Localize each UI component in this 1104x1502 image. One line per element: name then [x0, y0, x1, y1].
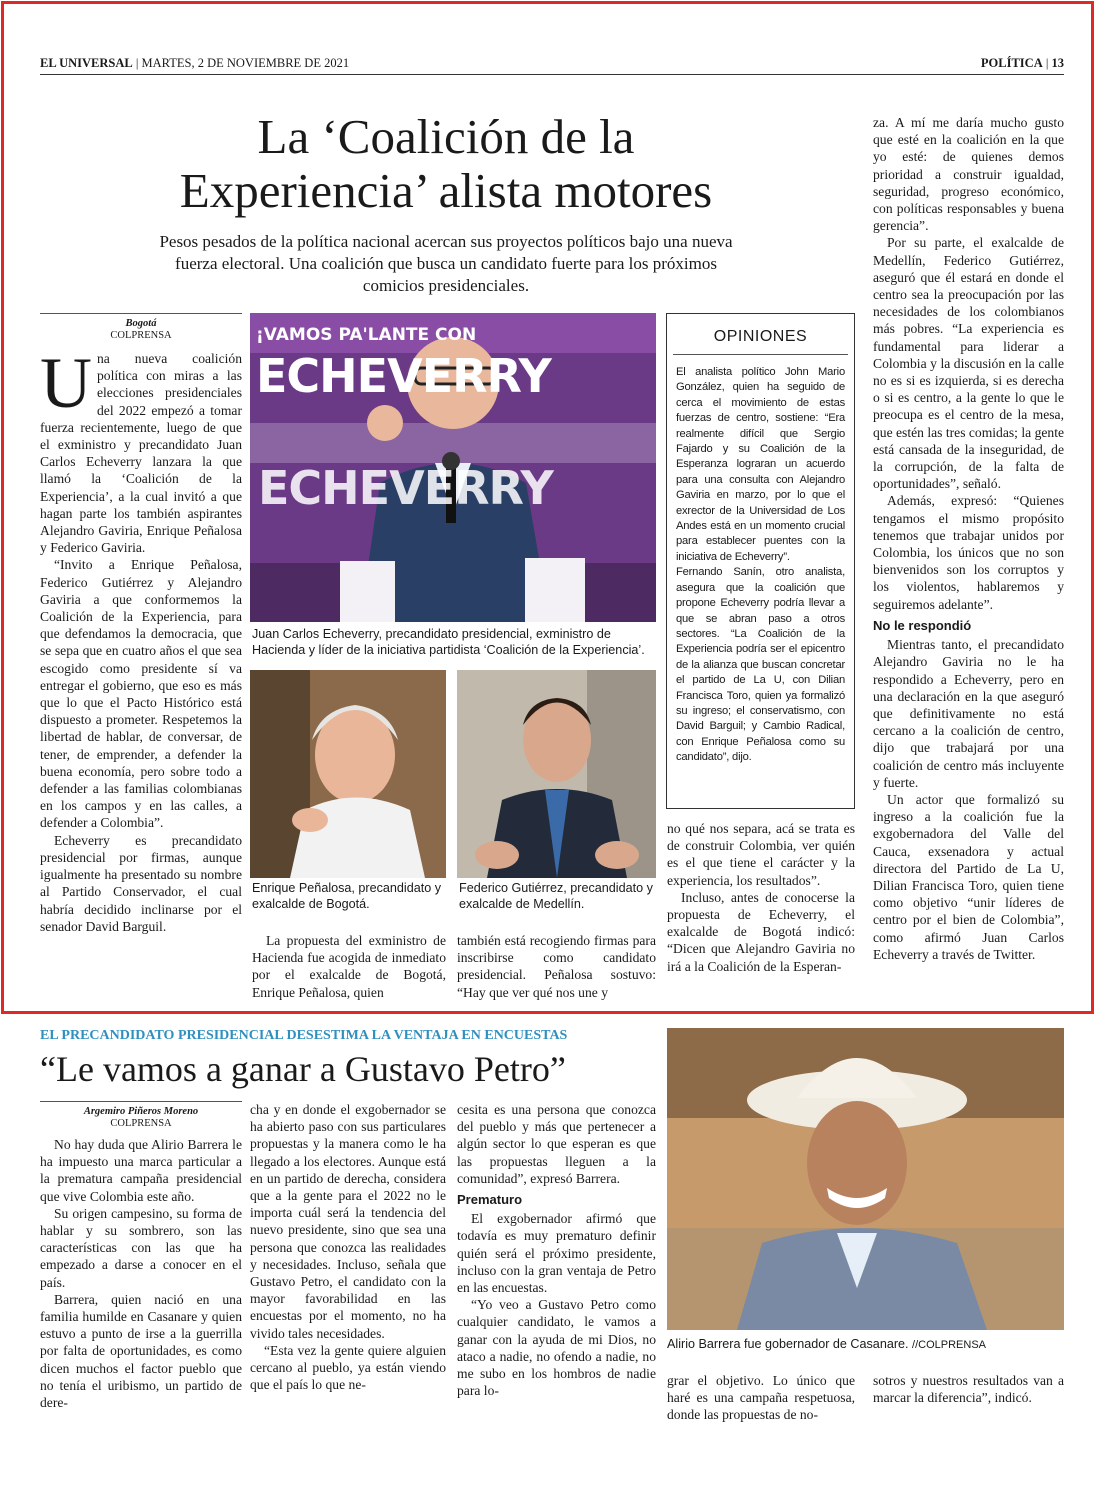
- paragraph: Echeverry es precandidato presidencial por firmas, aunque igualmente ha presentado su nombre al Partido Conservador, el cual habría decidido inclinarse por el senador David Barguil.: [40, 832, 242, 934]
- page-number: 13: [1051, 56, 1064, 70]
- page-header-left: EL UNIVERSAL | MARTES, 2 DE NOVIEMBRE DE 2021: [40, 56, 350, 70]
- page-header-right: POLÍTICA | 13: [980, 56, 1064, 70]
- paragraph: No hay duda que Alirio Barrera le ha impuesto una marca particular a la prematura campaña presidencial que vive Colombia este año.: [40, 1137, 242, 1204]
- article2-kicker: EL PRECANDIDATO PRESIDENCIAL DESESTIMA LA VENTAJA EN ENCUESTAS: [40, 1028, 568, 1043]
- section-name: POLÍTICA: [980, 56, 1043, 70]
- opinion-title: OPINIONES: [713, 328, 808, 345]
- article2-column-4: [667, 1372, 855, 1424]
- article1-deck: [40, 231, 852, 297]
- article2-byline: [40, 1106, 242, 1130]
- paragraph: no qué nos separa, acá se trata es de construir Colombia, ver quién es el que tiene el carácter y la experiencia, los resultados”.: [667, 821, 855, 888]
- paragraph: Además, expresó: “Quienes tengamos el mismo propósito tenemos que trabajar unidos por Colombia, los únicos que no son bienvenidos son los corruptos y los violentos, hablaremos y seguiremos adelante”.: [873, 493, 1064, 612]
- deck-line-2: fuerza electoral. Una coalición que busca un candidato fuerte para los próximos: [175, 254, 717, 273]
- article2-column-5: [873, 1372, 1064, 1406]
- paper-name: EL UNIVERSAL: [40, 56, 133, 70]
- article1-byline: [40, 318, 242, 342]
- paragraph: El analista político John Mario González, quien ha seguido de cerca el movimiento de estas fuerzas de centro, sostiene: “Era realmente difícil que Sergio Fajardo y su Coalición de la Esperanza lograran un acuerdo para una consulta con Alejandro Gaviria en marzo, por lo que el exrector de la Universidad de Los Andes está en un momento crucial para establecer puentes con la iniciativa de Echeverry”.: [676, 366, 845, 563]
- paragraph: Mientras tanto, el precandidato Alejandro Gaviria no le ha respondido a Echeverry, pero en una declaración en la que aseguró que definitivamente no está cercano a la coalición de centro, dijo que trabajará por una coalición de centro más incluyente y fuerte.: [873, 637, 1064, 790]
- subhead-prematuro: Prematuro: [457, 1192, 523, 1208]
- dateline: Bogotá: [125, 318, 157, 329]
- banner-slogan: ¡VAMOS PA'LANTE CON: [256, 325, 477, 345]
- barrera-photo: [667, 1028, 1064, 1330]
- subhead-no-le-respondio: No le respondió: [873, 617, 972, 633]
- banner-name-left: ECHEVERRY: [256, 349, 551, 403]
- article2-column-2: [250, 1101, 446, 1393]
- paragraph: sotros y nuestros resultados van a marcar la diferencia”, indicó.: [873, 1373, 1064, 1406]
- headline-line-2: Experiencia’ alista motores: [179, 163, 713, 218]
- article1-headline: [40, 110, 852, 218]
- article1-column-1: [40, 343, 242, 935]
- author: Argemiro Piñeros Moreno: [83, 1106, 199, 1117]
- banner-name-lower: ECHEVERRY: [258, 461, 553, 515]
- paragraph: “Esta vez la gente quiere alguien cercano al pueblo, ya están viendo que el país lo que ne-: [250, 1342, 446, 1393]
- barrera-caption: [667, 1336, 1064, 1353]
- article1-column-3: [457, 932, 656, 1001]
- header-rule: [40, 74, 1064, 75]
- paragraph: na nueva coalición política con miras a las elecciones presidenciales del 2022 empezó a tomar fuerza recientemente, luego de que el exministro y precandidato Juan Carlos Echeverry lanzara la que llamó la ‘Coalición de la Experiencia’, a la cual invitó a que hagan parte los también aspirantes Alejandro Gaviria, Enrique Peñalosa y Federico Gaviria.: [40, 351, 242, 556]
- article1-column-4: [667, 820, 855, 975]
- article1-column-2: [252, 932, 446, 1001]
- opinion-rule: [673, 354, 848, 355]
- article2-column-1: [40, 1136, 242, 1411]
- paragraph: “Invito a Enrique Peñalosa, Federico Gutiérrez y Alejandro Gaviria a que conformemos la Coalición de la Experiencia, para que defendamos la democracia, que se sepa que en cuatro años el que sea escogido como presidente sí va entregar el gobierno, que eso es más que lo que el Pacto Histórico está dispuesto a prometer. Respetemos la libertad de hablar, de conversar, de tener, de emprender, a defender la buena economía, pero sobre todo a defender a las familias colombianas en los campos y en las calles, a defender a Colombia”.: [40, 557, 242, 831]
- paragraph: Incluso, antes de conocerse la propuesta de Echeverry, el exalcalde de Bogotá indicó: “Dicen que Alejandro Gaviria no irá a la Coalición de la Esperan-: [667, 889, 855, 974]
- main-photo-caption: Juan Carlos Echeverry, precandidato presidencial, exministro de Hacienda y líder de la iniciativa partidista ‘Coalición de la Experiencia’.: [252, 627, 645, 657]
- paragraph: La propuesta del exministro de Hacienda fue acogida de inmediato por el exalcalde de Bogotá, Enrique Peñalosa, quien: [252, 933, 446, 1000]
- paragraph: Un actor que formalizó su ingreso a la coalición fue la exgobernadora del Valle del Cauca, exsenadora y actual directora del Partido de La U, Dilian Francisca Toro, quien tiene como objetivo “unir líderes de centro por el bien de Colombia”, como afirmó Juan Carlos Echeverry a través de Twitter.: [873, 791, 1064, 962]
- paragraph: Su origen campesino, su forma de hablar y su sombrero, son las características con las que ha empezado a darse a conocer en el país.: [40, 1205, 242, 1290]
- gutierrez-photo: [457, 670, 656, 878]
- gutierrez-caption: Federico Gutiérrez, precandidato y exalcalde de Medellín.: [459, 881, 653, 911]
- penalosa-caption: Enrique Peñalosa, precandidato y exalcalde de Bogotá.: [252, 881, 442, 911]
- agency: COLPRENSA: [110, 1118, 172, 1129]
- deck-line-1: Pesos pesados de la política nacional acercan sus proyectos políticos bajo una nueva: [159, 232, 733, 251]
- article2-column-3: [457, 1101, 656, 1399]
- issue-date: MARTES, 2 DE NOVIEMBRE DE 2021: [141, 56, 350, 70]
- headline-line-1: La ‘Coalición de la: [257, 109, 635, 164]
- deck-line-3: comicios presidenciales.: [362, 276, 530, 295]
- paragraph: Fernando Sanín, otro analista, asegura que la coalición que propone Echeverry podría llevar a que se abran paso a otros sectores. “La Coalición de la Experiencia podría ser el epicentro de la alianza que buscan concretar el partido de La U, con Dilian Francisca Toro, quien ya formalizó su ingreso; el conservatismo, con David Barguil; y Cambio Radical, con Enrique Peñalosa como su candidato”, dijo.: [676, 566, 845, 764]
- photo-credit: //COLPRENSA: [912, 1339, 986, 1351]
- paragraph: cesita es una persona que conozca del pueblo y más que pertenecer a algún sector lo que esperan es que las propuestas lleguen a la comunidad”, expresó Barrera.: [457, 1102, 656, 1186]
- paragraph: Por su parte, el exalcalde de Medellín, Federico Gutiérrez, aseguró que él estará en donde el centro sea la preocupación por las necesidades de los colombianos más pobres. “La experiencia es fundamental para liderar a Colombia y la discusión en la calle no es si es izquierda, si es derecha o si es centro, a la gente lo que le preocupa es el centro de la mesa, que estén las tres comidas; la gente está cansada de la inseguridad, de la corrupción, de la falta de oportunidades”, señaló.: [873, 235, 1065, 492]
- paragraph: cha y en donde el exgobernador se ha abierto paso con sus particulares propuestas y la manera como le ha llegado a los electores. Aunque está en un partido de derecha, considera que a la gente para el 2022 no le importa cuál será la tendencia del nuevo presidente, sino que sea una persona que conozca las realidades y necesidades. Incluso, señala que Gustavo Petro, el candidato con la mayor favorabilidad en las encuestas por el momento, no ha vivido tales necesidades.: [250, 1102, 446, 1341]
- opinion-box: [666, 313, 855, 809]
- penalosa-photo: [250, 670, 446, 878]
- paragraph: también está recogiendo firmas para inscribirse como candidato presidencial. Peñalosa sostuvo: “Hay que ver qué nos une y: [457, 933, 656, 1000]
- paragraph: za. A mí me daría mucho gusto que esté en la coalición en la que yo esté: de quienes demos prioridad a construir igualdad, seguridad, progreso económico, con políticas responsables y buena gerencia”.: [873, 115, 1064, 234]
- paragraph: grar el objetivo. Lo único que haré es una campaña respetuosa, donde las propuestas de no-: [667, 1373, 855, 1423]
- byline-rule-2: [40, 1101, 242, 1102]
- article1-column-5: [873, 114, 1064, 963]
- drop-cap: U: [40, 343, 92, 423]
- article2-headline: “Le vamos a ganar a Gustavo Petro”: [40, 1049, 566, 1089]
- byline-rule: [40, 313, 242, 314]
- caption-text: Alirio Barrera fue gobernador de Casanare.: [667, 1337, 909, 1351]
- echeverry-photo: [250, 313, 656, 622]
- opinion-text: [667, 365, 854, 766]
- agency: COLPRENSA: [110, 330, 172, 341]
- paragraph: El exgobernador afirmó que todavía es muy prematuro definir quién será el próximo presidente, incluso con la gran ventaja de Petro en las encuestas.: [457, 1211, 656, 1296]
- paragraph: Barrera, quien nació en una familia humilde en Casanare y quien estuvo a punto de irse a la guerrilla por falta de oportunidades, es como dicen muchos el factor pueblo que no tenía el uribismo, un partido de dere-: [40, 1291, 242, 1411]
- paragraph: “Yo veo a Gustavo Petro como cualquier candidato, le vamos a ganar con la ayuda de mi Dios, no ataco a nadie, no ofendo a nadie, no me subo en los hombros de nadie para lo-: [457, 1297, 656, 1399]
